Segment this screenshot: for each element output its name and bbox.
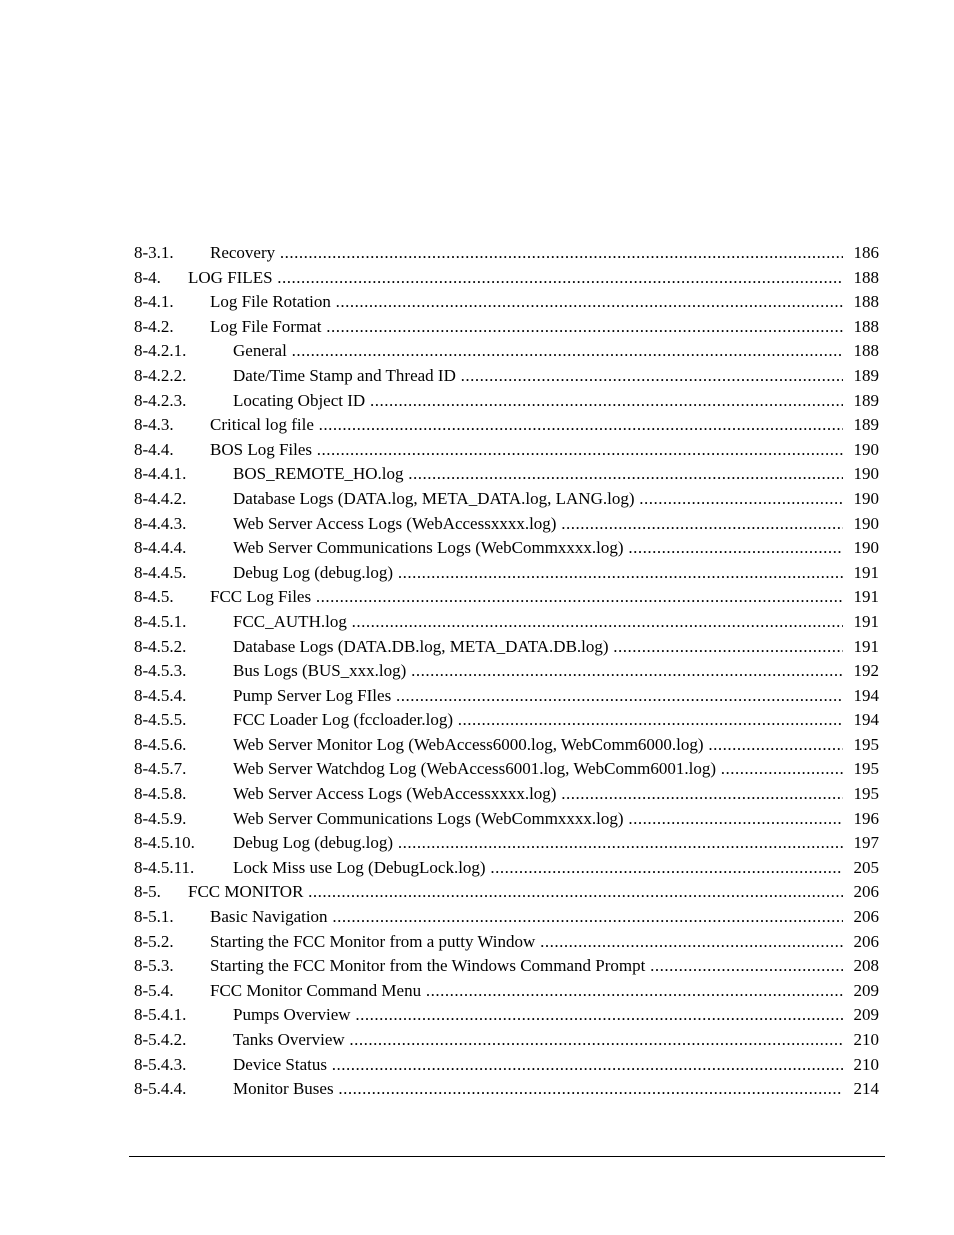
toc-entry[interactable]: [134, 880, 879, 905]
toc-entry-number: 8-4.5.9.: [134, 808, 187, 828]
toc-entry[interactable]: [134, 561, 879, 586]
toc-entry-title: Database Logs (DATA.log, META_DATA.log, LANG.log) .....: [233, 487, 843, 512]
toc-entry[interactable]: [134, 536, 879, 561]
toc-entry[interactable]: [134, 610, 879, 635]
toc-entry-page-number: 191: [850, 561, 880, 586]
toc-entry-page-number: 195: [850, 757, 880, 782]
toc-entry[interactable]: [134, 757, 879, 782]
toc-entry-page-number: 197: [850, 831, 880, 856]
toc-entry[interactable]: [134, 807, 879, 832]
toc-entry-title: Starting the FCC Monitor from a putty Window .....: [210, 930, 843, 955]
toc-entry-number: 8-4.5.6.: [134, 734, 187, 754]
toc-entry-page-number: 195: [850, 782, 880, 807]
toc-entry[interactable]: [134, 856, 879, 881]
toc-entry-number: 8-5.: [134, 882, 161, 902]
toc-entry-title: FCC Loader Log (fccloader.log) .....: [233, 708, 843, 733]
toc-entry-page-number: 196: [850, 807, 880, 832]
toc-entry-title: Debug Log (debug.log) .....: [233, 831, 843, 856]
toc-entry[interactable]: [134, 905, 879, 930]
toc-entry-title: Web Server Communications Logs (WebCommxxxx.log) .....: [233, 536, 843, 561]
toc-entry-number: 8-5.1.: [134, 907, 174, 927]
toc-entry-number: 8-4.5.10.: [134, 833, 195, 853]
toc-entry-page-number: 210: [850, 1028, 880, 1053]
toc-entry-number: 8-4.4.3.: [134, 513, 187, 533]
toc-entry-page-number: 214: [850, 1077, 880, 1102]
toc-entry-title: Starting the FCC Monitor from the Windows Command Prompt .....: [210, 954, 843, 979]
toc-entry[interactable]: [134, 266, 879, 291]
toc-entry-title: BOS_REMOTE_HO.log .....: [233, 462, 843, 487]
toc-entry-page-number: 189: [850, 389, 880, 414]
toc-entry-number: 8-4.5.1.: [134, 611, 187, 631]
toc-entry[interactable]: [134, 684, 879, 709]
toc-entry-page-number: 188: [850, 339, 880, 364]
toc-entry-number: 8-5.4.3.: [134, 1054, 187, 1074]
toc-entry-page-number: 206: [850, 905, 880, 930]
toc-entry-page-number: 210: [850, 1053, 880, 1078]
toc-entry[interactable]: [134, 979, 879, 1004]
toc-entry-title: Bus Logs (BUS_xxx.log) .....: [233, 659, 843, 684]
toc-entry[interactable]: [134, 1053, 879, 1078]
toc-entry-number: 8-5.4.2.: [134, 1030, 187, 1049]
toc-entry-page-number: 209: [850, 1003, 880, 1028]
toc-entry-title: FCC Monitor Command Menu .....: [210, 979, 843, 1004]
toc-entry-number: 8-4.4.5.: [134, 562, 187, 582]
toc-entry-page-number: 188: [850, 266, 880, 291]
toc-entry-number: 8-4.1.: [134, 292, 174, 312]
toc-entry[interactable]: [134, 290, 879, 315]
toc-entry[interactable]: [134, 487, 879, 512]
toc-entry-page-number: 186: [850, 241, 880, 266]
toc-entry[interactable]: [134, 364, 879, 389]
toc-entry-number: 8-4.2.3.: [134, 390, 187, 410]
toc-entry-number: 8-4.2.1.: [134, 341, 187, 361]
toc-entry-page-number: 189: [850, 364, 880, 389]
toc-entry-number: 8-4.4.: [134, 439, 174, 459]
toc-entry-title: Critical log file .....: [210, 413, 843, 438]
toc-entry[interactable]: [134, 241, 879, 266]
toc-entry-number: 8-4.5.2.: [134, 636, 187, 656]
toc-entry-page-number: 206: [850, 930, 880, 955]
table-of-contents: [134, 241, 879, 1102]
toc-entry[interactable]: [134, 659, 879, 684]
toc-entry-page-number: 208: [850, 954, 880, 979]
toc-entry-title: Database Logs (DATA.DB.log, META_DATA.DB.log) .....: [233, 635, 843, 660]
toc-entry[interactable]: [134, 954, 879, 979]
toc-entry-title: Locating Object ID .....: [233, 389, 843, 414]
toc-entry-title: Recovery .....: [210, 241, 843, 266]
toc-entry-title: FCC_AUTH.log .....: [233, 610, 843, 635]
toc-entry-number: 8-4.2.2.: [134, 365, 187, 385]
toc-entry-number: 8-5.4.1.: [134, 1005, 187, 1025]
toc-entry-page-number: 206: [850, 880, 880, 905]
toc-entry-page-number: 194: [850, 708, 880, 733]
toc-entry[interactable]: [134, 708, 879, 733]
toc-entry-page-number: 190: [850, 462, 880, 487]
footer-rule: [129, 1156, 885, 1157]
toc-entry-title: Monitor Buses .....: [233, 1077, 843, 1102]
toc-entry-title: Log File Format .....: [210, 315, 843, 340]
toc-entry-title: Basic Navigation .....: [210, 905, 843, 930]
toc-entry-number: 8-3.1.: [134, 243, 174, 262]
toc-entry-number: 8-4.5.11.: [134, 857, 195, 877]
toc-entry-title: Lock Miss use Log (DebugLock.log) .....: [233, 856, 843, 881]
toc-entry-title: Date/Time Stamp and Thread ID .....: [233, 364, 843, 389]
toc-entry-number: 8-4.5.4.: [134, 685, 187, 705]
toc-entry-title: Web Server Access Logs (WebAccessxxxx.log) .....: [233, 782, 843, 807]
toc-entry-number: 8-5.4.: [134, 980, 174, 1000]
toc-entry-title: Web Server Watchdog Log (WebAccess6001.log, WebComm6001.log) .....: [233, 757, 843, 782]
toc-entry[interactable]: [134, 462, 879, 487]
toc-entry-title: Device Status .....: [233, 1053, 843, 1078]
toc-entry-page-number: 190: [850, 512, 880, 537]
toc-entry-number: 8-4.4.4.: [134, 538, 187, 558]
toc-entry-number: 8-4.5.3.: [134, 661, 187, 681]
toc-entry[interactable]: [134, 512, 879, 537]
toc-entry-page-number: 194: [850, 684, 880, 709]
toc-entry-title: BOS Log Files .....: [210, 438, 843, 463]
toc-entry-title: Debug Log (debug.log) .....: [233, 561, 843, 586]
toc-entry[interactable]: [134, 339, 879, 364]
toc-entry-number: 8-4.5.7.: [134, 759, 187, 779]
toc-entry-page-number: 209: [850, 979, 880, 1004]
toc-entry-number: 8-4.3.: [134, 415, 174, 435]
toc-entry-number: 8-4.2.: [134, 316, 174, 336]
toc-entry[interactable]: [134, 1077, 879, 1102]
toc-entry-title: Web Server Monitor Log (WebAccess6000.log, WebComm6000.log) .....: [233, 733, 843, 758]
toc-entry[interactable]: [134, 413, 879, 438]
toc-entry-title: Web Server Access Logs (WebAccessxxxx.log) .....: [233, 512, 843, 537]
toc-entry-page-number: 190: [850, 487, 880, 512]
toc-entry-title: Pump Server Log FIles .....: [233, 684, 843, 709]
toc-entry-number: 8-5.3.: [134, 956, 174, 976]
toc-entry[interactable]: [134, 782, 879, 807]
toc-entry-number: 8-4.5.: [134, 587, 174, 607]
toc-entry-number: 8-4.4.2.: [134, 488, 187, 508]
toc-entry-number: 8-4.4.1.: [134, 464, 187, 484]
toc-entry-title: FCC Log Files .....: [210, 585, 843, 610]
toc-entry-title: Log File Rotation .....: [210, 290, 843, 315]
toc-entry-title: Web Server Communications Logs (WebCommxxxx.log) .....: [233, 807, 843, 832]
toc-entry[interactable]: [134, 831, 879, 856]
toc-entry-title: FCC MONITOR .....: [188, 880, 843, 905]
toc-entry-number: 8-4.5.5.: [134, 710, 187, 730]
toc-entry[interactable]: [134, 635, 879, 660]
toc-entry-title: General .....: [233, 339, 843, 364]
toc-entry-page-number: 192: [850, 659, 880, 684]
toc-entry-number: 8-4.: [134, 267, 161, 287]
toc-entry-page-number: 190: [850, 438, 880, 463]
toc-entry-number: 8-5.2.: [134, 931, 174, 951]
toc-entry-page-number: 189: [850, 413, 880, 438]
toc-entry-number: 8-5.4.4.: [134, 1079, 187, 1099]
toc-entry[interactable]: [134, 733, 879, 758]
toc-entry-page-number: 190: [850, 536, 880, 561]
toc-entry-title: Tanks Overview .....: [233, 1028, 843, 1053]
toc-entry-page-number: 191: [850, 585, 880, 610]
toc-entry-page-number: 188: [850, 315, 880, 340]
toc-entry[interactable]: [134, 1028, 879, 1053]
toc-entry[interactable]: [134, 438, 879, 463]
toc-entry-page-number: 195: [850, 733, 880, 758]
toc-entry-title: Pumps Overview .....: [233, 1003, 843, 1028]
toc-entry[interactable]: [134, 930, 879, 955]
toc-entry-title: LOG FILES .....: [188, 266, 843, 291]
toc-entry-page-number: 205: [850, 856, 880, 881]
toc-entry-page-number: 191: [850, 610, 880, 635]
toc-entry[interactable]: [134, 585, 879, 610]
toc-entry[interactable]: [134, 389, 879, 414]
toc-entry-page-number: 188: [850, 290, 880, 315]
toc-entry-page-number: 191: [850, 635, 880, 660]
toc-entry[interactable]: [134, 1003, 879, 1028]
toc-entry-number: 8-4.5.8.: [134, 784, 187, 804]
toc-entry[interactable]: [134, 315, 879, 340]
